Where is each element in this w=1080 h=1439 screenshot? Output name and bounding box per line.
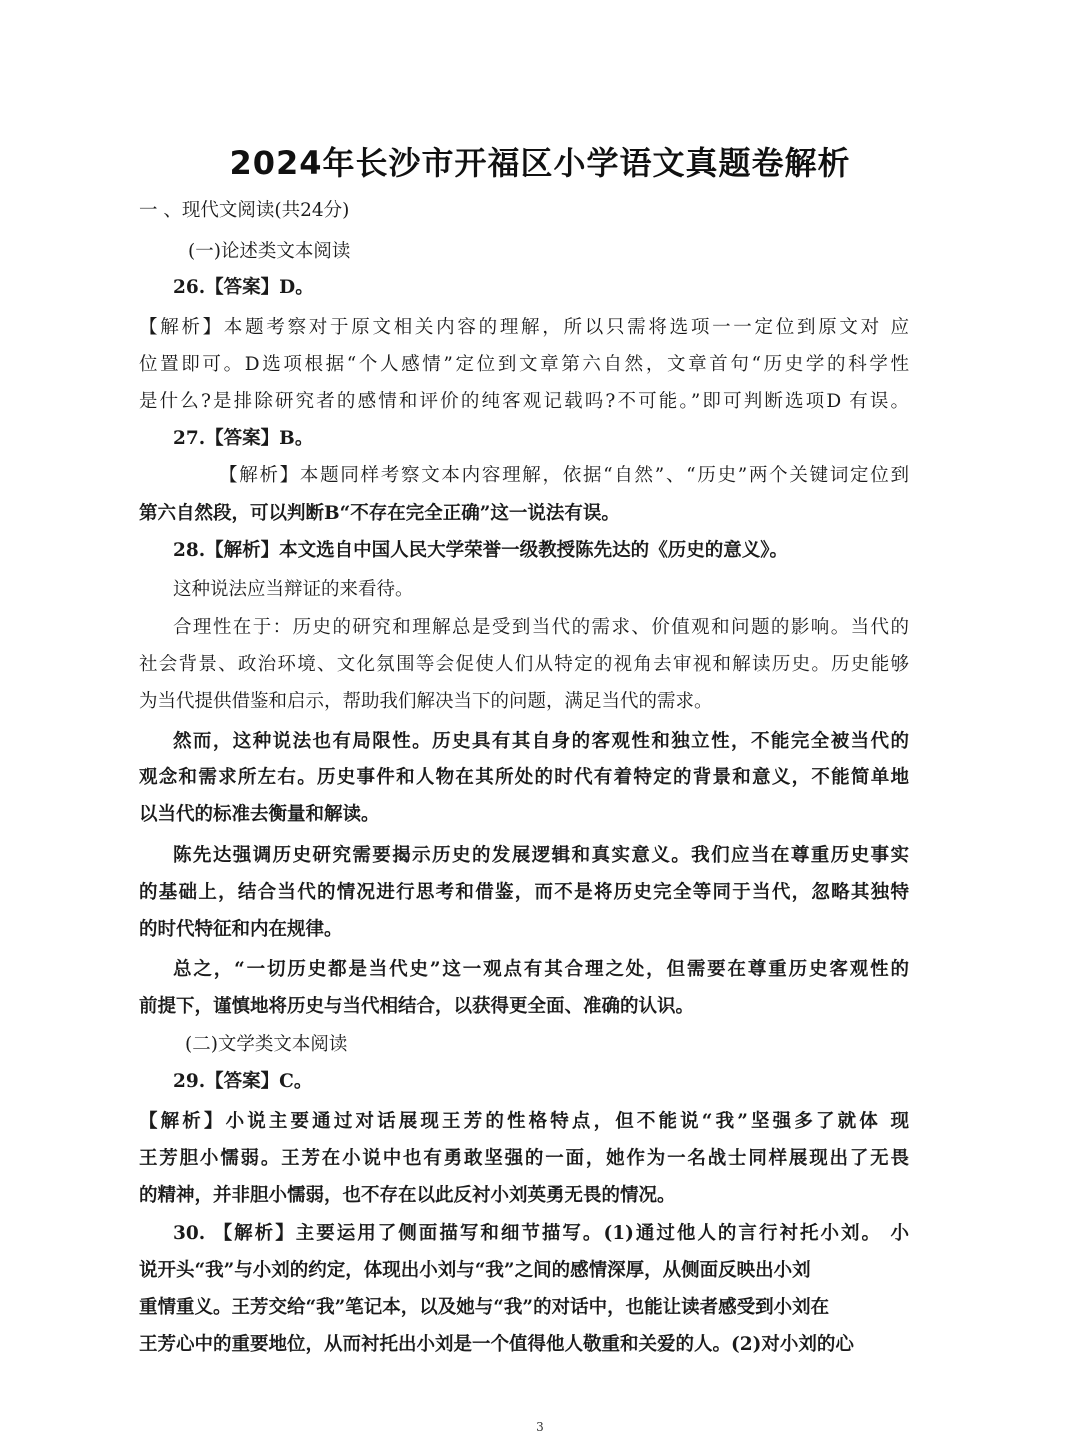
paragraph-line: 30. 【解析】主要运用了侧面描写和细节描写。(1)通过他人的言行衬托小刘。 小 xyxy=(173,1223,909,1244)
paragraph-line: 说开头“我”与小刘的约定，体现出小刘与“我”之间的感情深厚，从侧面反映出小刘 xyxy=(139,1260,811,1281)
paragraph-line: 社会背景、政治环境、文化氛围等会促使人们从特定的视角去审视和解读历史。历史能够 xyxy=(139,654,909,675)
paragraph-line: 重情重义。王芳交给“我”笔记本，以及她与“我”的对话中，也能让读者感受到小刘在 xyxy=(139,1297,830,1318)
subsection-heading: (二)文学类文本阅读 xyxy=(185,1034,348,1055)
paragraph-line: 总之，“一切历史都是当代史”这一观点有其合理之处，但需要在尊重历史客观性的 xyxy=(173,959,909,980)
paragraph-line: 陈先达强调历史研究需要揭示历史的发展逻辑和真实意义。我们应当在尊重历史事实 xyxy=(173,845,909,866)
paragraph-line: 的时代特征和内在规律。 xyxy=(139,919,343,940)
paragraph-line: 王芳胆小懦弱。王芳在小说中也有勇敢坚强的一面，她作为一名战士同样展现出了无畏 xyxy=(139,1148,909,1169)
paragraph-line: 王芳心中的重要地位，从而衬托出小刘是一个值得他人敬重和关爱的人。(2)对小刘的心 xyxy=(139,1334,854,1355)
paragraph-line: 第六自然段，可以判断B“不存在完全正确”这一说法有误。 xyxy=(139,503,620,524)
paragraph-line: 合理性在于：历史的研究和理解总是受到当代的需求、价值观和问题的影响。当代的 xyxy=(173,617,909,638)
paragraph-line: 前提下，谨慎地将历史与当代相结合，以获得更全面、准确的认识。 xyxy=(139,996,695,1017)
paragraph-line: 为当代提供借鉴和启示，帮助我们解决当下的问题，满足当代的需求。 xyxy=(139,691,713,712)
paragraph-line: 【解析】本题考察对于原文相关内容的理解，所以只需将选项一一定位到原文对 应 xyxy=(139,317,909,338)
answer-line: 27.【答案】B。 xyxy=(173,428,314,449)
paragraph-line: 观念和需求所左右。历史事件和人物在其所处的时代有着特定的背景和意义，不能简单地 xyxy=(139,767,909,788)
paragraph-line: 然而，这种说法也有局限性。历史具有其自身的客观性和独立性，不能完全被当代的 xyxy=(173,731,909,752)
paragraph-line: 是什么?是排除研究者的感情和评价的纯客观记载吗?不可能。”即可判断选项D 有误。 xyxy=(139,391,909,412)
answer-line: 29.【答案】C。 xyxy=(173,1071,313,1092)
page-title: 2024年长沙市开福区小学语文真题卷解析 xyxy=(229,144,851,182)
paragraph-line: 以当代的标准去衡量和解读。 xyxy=(139,804,380,825)
paragraph-line: 【解析】小说主要通过对话展现王芳的性格特点，但不能说“我”坚强多了就体 现 xyxy=(139,1111,909,1132)
paragraph-line: 的基础上，结合当代的情况进行思考和借鉴，而不是将历史完全等同于当代，忽略其独特 xyxy=(139,882,909,903)
paragraph-line: 【解析】本题同样考察文本内容理解，依据“自然”、“历史”两个关键词定位到 xyxy=(219,465,909,486)
paragraph-line: 的精神，并非胆小懦弱，也不存在以此反衬小刘英勇无畏的情况。 xyxy=(139,1185,676,1206)
paragraph-line: 位置即可。D选项根据“个人感情”定位到文章第六自然，文章首句“历史学的科学性 xyxy=(139,354,909,375)
paragraph-line: 这种说法应当辩证的来看待。 xyxy=(173,579,414,600)
answer-line: 26.【答案】D。 xyxy=(173,277,314,298)
page-number: 3 xyxy=(536,1420,544,1434)
section-heading: 一 、现代文阅读(共24分) xyxy=(139,200,350,221)
answer-line: 28.【解析】本文选自中国人民大学荣誉一级教授陈先达的《历史的意义》。 xyxy=(173,540,788,561)
subsection-heading: (一)论述类文本阅读 xyxy=(188,241,351,262)
